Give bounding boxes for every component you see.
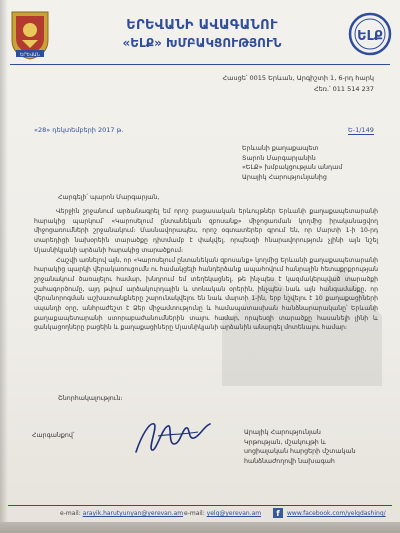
letter-date: «28» դեկտեմբերի 2017 թ. — [34, 126, 124, 134]
left-logo-text: ԵՐԵՎԱՆ — [20, 53, 40, 58]
facebook-link[interactable]: www.facebook.com/yelqdashinq/ — [287, 510, 386, 517]
org-name-line1: ԵՐԵՎԱՆԻ ԱՎԱԳԱՆՈՒ — [126, 18, 278, 33]
signer-name: Արայիկ Հարությունյան — [244, 429, 321, 436]
greeting: Հարգելի՛ պարոն Մարգարյան, — [58, 194, 160, 201]
recipient-block — [242, 144, 342, 182]
address-line: Հասցե՝ 0015 Երևան, Արգիշտի 1, 6-րդ հարկ — [222, 74, 374, 82]
letter-body — [34, 207, 378, 333]
email-label: e-mail: — [60, 510, 81, 517]
yerevan-coat-of-arms-logo — [10, 10, 50, 60]
signer-title: սոցիալական հարցերի մշտական — [244, 448, 356, 455]
reference-number: Ե-1/149 — [348, 126, 374, 134]
header-divider — [10, 64, 390, 65]
recipient-line: Արայիկ Հարությունյանից — [242, 173, 327, 181]
signer-title: հանձնաժողովի նախագահ — [244, 457, 335, 465]
phone-line: Հեռ.՝ 011 514 237 — [313, 85, 374, 93]
table-surface — [0, 522, 400, 533]
right-logo-text: ԵԼՔ — [357, 29, 383, 44]
facebook-icon[interactable]: f — [273, 508, 283, 518]
page-shadow — [0, 0, 8, 533]
address-block — [223, 73, 374, 95]
email-label: e-mail: — [184, 510, 205, 517]
footer-divider — [8, 505, 392, 506]
signer-title: Կրթության, մշակույթի և — [244, 438, 326, 446]
org-name-line2: «ԵԼՔ» ԽՄԲԱԿՑՈՒԹՅՈՒՆ — [122, 36, 282, 50]
footer-email-2 — [184, 510, 261, 517]
signature-label: Հարգանքով՝ — [32, 432, 75, 439]
email-link[interactable]: yelq@yerevan.am — [206, 510, 262, 517]
footer-facebook — [287, 510, 386, 517]
recipient-line: Տարոն Մարգարյանին — [242, 154, 316, 162]
thanks-line: Շնորհակալություն։ — [58, 395, 123, 402]
body-paragraph: Հաշվի առնելով այն, որ «Կարոսելում ընտանեկան զբոսանք» կողմից Երևանի քաղաքապետարանի հարակից պարկի վերակառուցումն ու համակցելի հանդերձանք ապահովում հանրային հետաքրքրության շրջանակում ծառայելու համար, խնդրում եմ տեղեկացնել, թե ինչպես է կազմակերպված տարածքի շահագործումը, այդ թվում արձակուրդային և տոնական օրերին, ինչպես նաև այն հանգամանքը, որ վերանորոգման աշխատանքները շարունակվելու են նաև մարտի 1-ին, երբ նշվելու է 10 քաղաքացիների սպանդի օրը, անհրաժեշտ է Ձեր միջամտությունը և համապատասխան հանձնարարականը՝ Երևանի քաղաքապետարանի ստորաբաժանումներին տալու համար, որպեսզի տարածքը հասանելի լինի և ցանկացողները բացեին և քաղաքացիները Մյասնիկյանի արձանին անարգել մոտենալու համար։ — [34, 256, 378, 332]
body-paragraph: Վերջին շրջանում արձանագրել եմ որոշ բացասական երևույթներ Երևանի քաղաքապետարանի հարակից պարկում՝ «Կարոսելում ընտանեկան զբոսանք» միջոցառման կողմից իրականացվող միջոցառումների շրջանակում։ Մասնավորապես, որոշ օգտատերեր գրում են, որ Մարտի 1-ի 10-րդ տարեդիցի նախօրեին տարածքը դիտմամբ է փակվել, որպեսզի հնարավորություն չլինի այն նշել Մյասնիկյանի արձանի հարակից տարածքում։ — [34, 208, 378, 254]
handwritten-signature — [128, 414, 216, 460]
yelq-logo — [348, 10, 392, 60]
email-link[interactable]: arayik.harutyunyan@yerevan.am — [82, 510, 184, 517]
recipient-line: «ԵԼՔ» խմբակցության անդամ — [242, 164, 343, 171]
recipient-line: Երևանի քաղաքապետ — [242, 145, 319, 152]
footer-email-1 — [60, 510, 183, 517]
signer-block — [244, 428, 356, 466]
